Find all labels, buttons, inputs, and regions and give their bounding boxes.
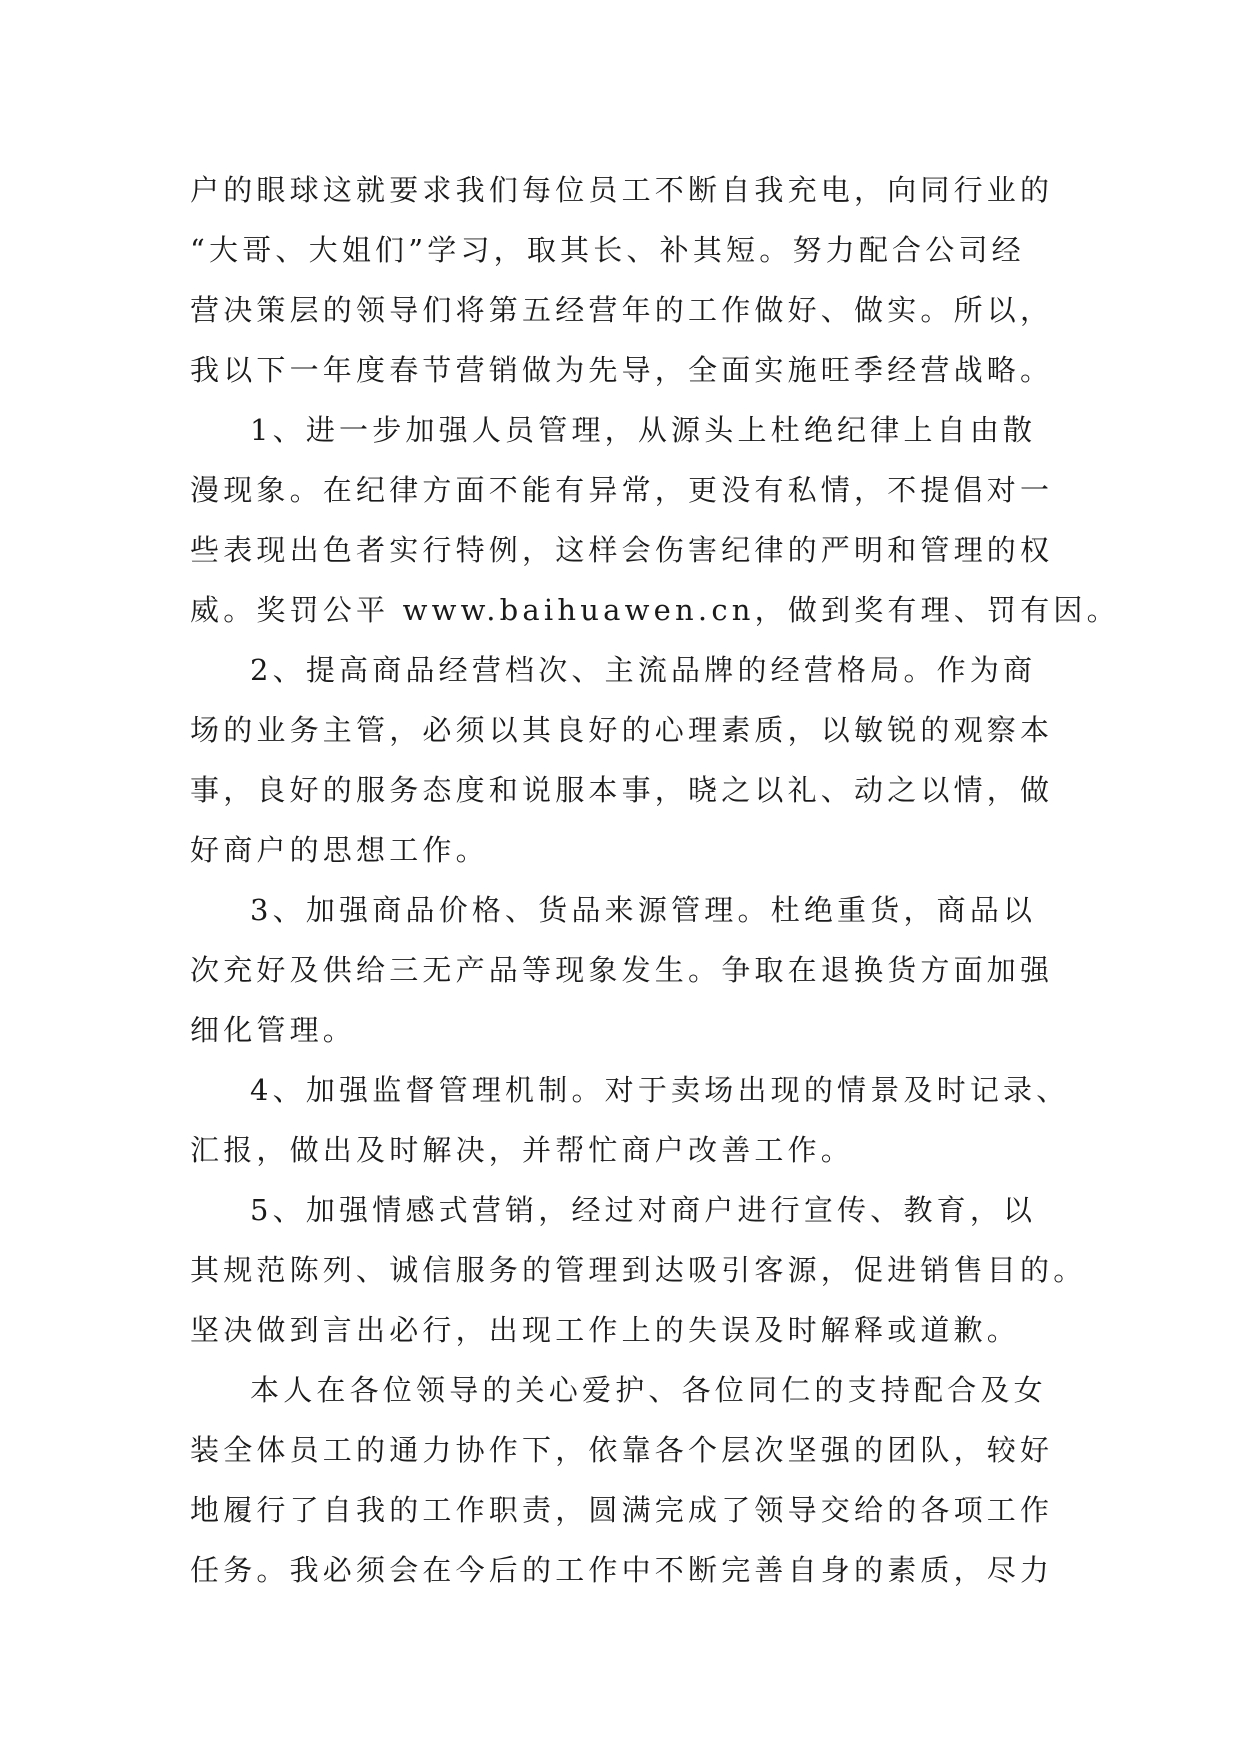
text-line: 任务。我必须会在今后的工作中不断完善自身的素质，尽力 [190, 1553, 1054, 1587]
text-line: “大哥、大姐们”学习，取其长、补其短。努力配合公司经 [190, 233, 1025, 267]
text-line: 户的眼球这就要求我们每位员工不断自我充电，向同行业的 [190, 173, 1054, 207]
text-line: 好商户的思想工作。 [190, 833, 489, 867]
text-line: 次充好及供给三无产品等现象发生。争取在退换货方面加强 [190, 953, 1054, 987]
text-line: 装全体员工的通力协作下，依靠各个层次坚强的团队，较好 [190, 1433, 1054, 1467]
text-line: 其规范陈列、诚信服务的管理到达吸引客源，促进销售目的。 [190, 1253, 1087, 1287]
text-line: 威。奖罚公平 www.baihuawen.cn，做到奖有理、罚有因。 [190, 593, 1120, 627]
paragraph-6-first-line: 本人在各位领导的关心爱护、各位同仁的支持配合及女 [250, 1373, 1047, 1407]
text-line: 细化管理。 [190, 1013, 357, 1047]
text-line: 坚决做到言出必行，出现工作上的失误及时解释或道歉。 [190, 1313, 1021, 1347]
text-line: 场的业务主管，必须以其良好的心理素质，以敏锐的观察本 [190, 713, 1054, 747]
text-line: 营决策层的领导们将第五经营年的工作做好、做实。所以， [190, 293, 1054, 327]
paragraph-5-first-line: 5、加强情感式营销，经过对商户进行宣传、教育，以 [250, 1193, 1037, 1227]
text-line: 汇报，做出及时解决，并帮忙商户改善工作。 [190, 1133, 855, 1167]
paragraph-2-first-line: 2、提高商品经营档次、主流品牌的经营格局。作为商 [250, 653, 1037, 687]
document-body [190, 160, 1120, 1600]
paragraph-4-first-line: 4、加强监督管理机制。对于卖场出现的情景及时记录、 [250, 1073, 1070, 1107]
text-line: 漫现象。在纪律方面不能有异常，更没有私情，不提倡对一 [190, 473, 1054, 507]
text-line: 我以下一年度春节营销做为先导，全面实施旺季经营战略。 [190, 353, 1054, 387]
text-line: 地履行了自我的工作职责，圆满完成了领导交给的各项工作 [190, 1493, 1054, 1527]
paragraph-3-first-line: 3、加强商品价格、货品来源管理。杜绝重货，商品以 [250, 893, 1037, 927]
paragraph-1-first-line: 1、进一步加强人员管理，从源头上杜绝纪律上自由散 [250, 413, 1037, 447]
text-line: 些表现出色者实行特例，这样会伤害纪律的严明和管理的权 [190, 533, 1054, 567]
text-line: 事，良好的服务态度和说服本事，晓之以礼、动之以情，做 [190, 773, 1054, 807]
